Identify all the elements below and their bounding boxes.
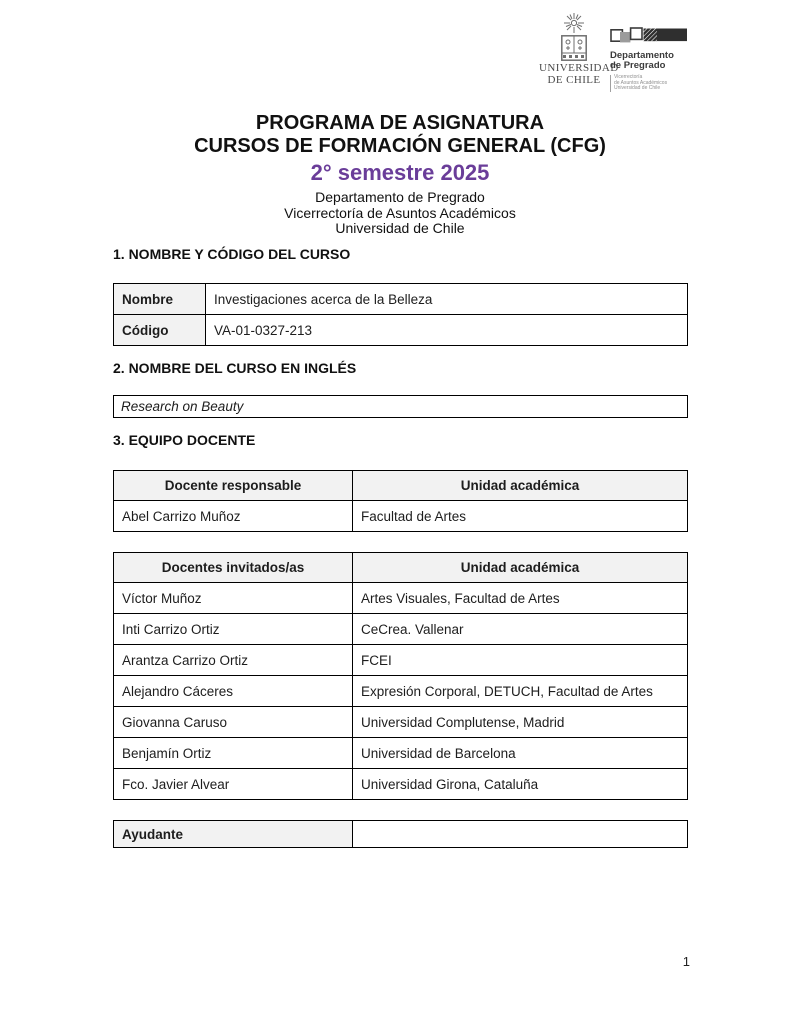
table-row	[114, 501, 688, 532]
page-number: 1	[682, 954, 690, 969]
invitado-unit-cell: Expresión Corporal, DETUCH, Facultad de Artes	[353, 676, 688, 707]
nombre-label-cell: Nombre	[114, 284, 206, 315]
title-sub-universidad: Universidad de Chile	[335, 220, 465, 236]
pregrado-subtitle-line2: de Asuntos Académicos	[614, 79, 668, 86]
table-header-row	[114, 553, 688, 583]
invitado-name-cell: Arantza Carrizo Ortiz	[114, 645, 353, 676]
table-header-row	[114, 471, 688, 501]
section3-heading: 3. EQUIPO DOCENTE	[113, 432, 256, 448]
uchile-crest-icon	[540, 12, 608, 62]
pregrado-mark-icon	[610, 27, 688, 43]
table-row	[114, 583, 688, 614]
invitado-name-cell: Fco. Javier Alvear	[114, 769, 353, 800]
pregrado-logo-subtitle	[610, 75, 696, 92]
title-sub-departamento: Departamento de Pregrado	[315, 189, 485, 205]
table-row	[114, 315, 688, 346]
ayudante-table	[113, 820, 688, 848]
document-title-line2: CURSOS DE FORMACIÓN GENERAL (CFG)	[194, 135, 606, 157]
responsable-unit-cell: Facultad de Artes	[353, 501, 688, 532]
invitado-name-cell: Víctor Muñoz	[114, 583, 353, 614]
invitado-unit-cell: FCEI	[353, 645, 688, 676]
invitado-unit-cell: Artes Visuales, Facultad de Artes	[353, 583, 688, 614]
uchile-logo	[539, 12, 619, 86]
table-row	[114, 738, 688, 769]
document-content	[113, 246, 688, 848]
pregrado-logo	[610, 27, 696, 92]
responsable-col1-header: Docente responsable	[114, 471, 353, 501]
table-row	[114, 645, 688, 676]
ayudante-label-cell: Ayudante	[114, 821, 353, 848]
table-row	[114, 614, 688, 645]
table-row	[114, 821, 688, 848]
codigo-label-cell: Código	[114, 315, 206, 346]
invitados-col2-header: Unidad académica	[353, 553, 688, 583]
table-row	[114, 676, 688, 707]
docente-responsable-table	[113, 470, 688, 532]
invitado-unit-cell: Universidad Girona, Cataluña	[353, 769, 688, 800]
english-name-box: Research on Beauty	[113, 395, 688, 418]
section2-heading: 2. NOMBRE DEL CURSO EN INGLÉS	[113, 360, 357, 376]
table-row	[114, 769, 688, 800]
semester-subtitle: 2° semestre 2025	[310, 160, 490, 185]
document-title-line1: PROGRAMA DE ASIGNATURA	[255, 112, 545, 134]
invitado-name-cell: Benjamín Ortiz	[114, 738, 353, 769]
invitado-name-cell: Giovanna Caruso	[114, 707, 353, 738]
invitados-col1-header: Docentes invitados/as	[114, 553, 353, 583]
responsable-col2-header: Unidad académica	[353, 471, 688, 501]
pregrado-subtitle-line3: Universidad de Chile	[614, 85, 661, 91]
pregrado-subtitle-line1: Vicerrectoría	[614, 74, 643, 80]
table-row	[114, 284, 688, 315]
responsable-name-cell: Abel Carrizo Muñoz	[114, 501, 353, 532]
invitado-unit-cell: Universidad de Barcelona	[353, 738, 688, 769]
invitado-unit-cell: Universidad Complutense, Madrid	[353, 707, 688, 738]
title-block	[0, 112, 800, 237]
pregrado-logo-title-line1: Departamento	[610, 50, 674, 61]
uchile-logo-text-line1: UNIVERSIDAD	[539, 62, 619, 74]
section1-heading: 1. NOMBRE Y CÓDIGO DEL CURSO	[113, 246, 351, 262]
course-name-code-table	[113, 283, 688, 346]
invitado-name-cell: Alejandro Cáceres	[114, 676, 353, 707]
invitado-name-cell: Inti Carrizo Ortiz	[114, 614, 353, 645]
invitado-unit-cell: CeCrea. Vallenar	[353, 614, 688, 645]
title-sub-vicerrectoria: Vicerrectoría de Asuntos Académicos	[284, 204, 516, 221]
docentes-invitados-table	[113, 552, 688, 800]
nombre-value-cell: Investigaciones acerca de la Belleza	[206, 284, 688, 315]
codigo-value-cell: VA-01-0327-213	[206, 315, 688, 346]
uchile-logo-text-line2: DE CHILE	[547, 74, 601, 86]
pregrado-logo-title-line2: de Pregrado	[610, 60, 666, 71]
ayudante-value-cell	[353, 821, 688, 848]
table-row	[114, 707, 688, 738]
